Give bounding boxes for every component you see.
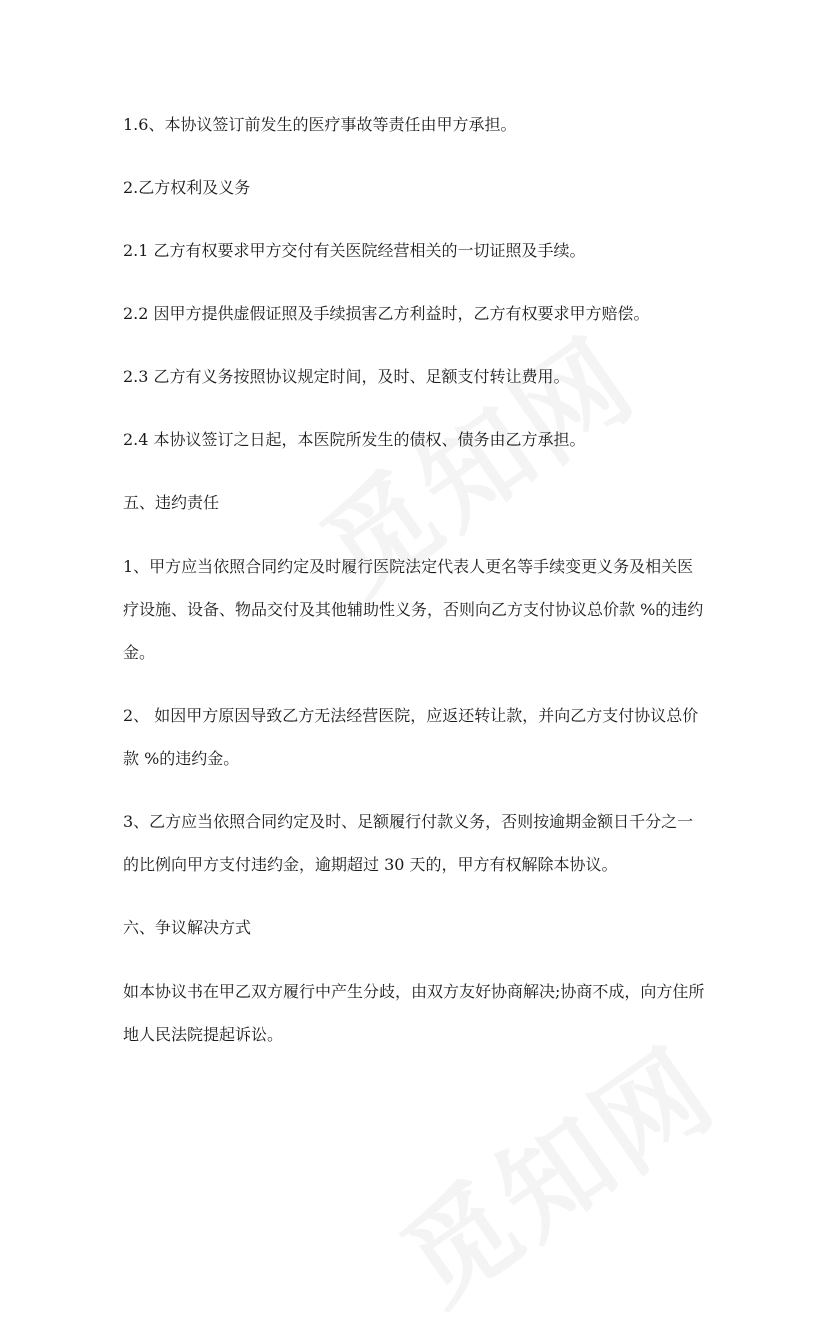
section-heading-dispute-resolution: 六、争议解决方式 xyxy=(123,918,252,937)
breach-clause-3: 3、乙方应当依照合同约定及时、足额履行付款义务，否则按逾期金额日千分之一的比例向甲方支付违约金，逾期超过 30 天的，甲方有权解除本协议。 xyxy=(123,812,694,874)
clause-2-1: 2.1 乙方有权要求甲方交付有关医院经营相关的一切证照及手续。 xyxy=(123,241,586,260)
section-heading-breach-liability: 五、违约责任 xyxy=(123,493,220,512)
clause-2-3: 2.3 乙方有义务按照协议规定时间，及时、足额支付转让费用。 xyxy=(123,367,570,386)
clause-2-4: 2.4 本协议签订之日起，本医院所发生的债权、债务由乙方承担。 xyxy=(123,430,586,449)
breach-clause-1: 1、甲方应当依照合同约定及时履行医院法定代表人更名等手续变更义务及相关医疗设施、设备、物品交付及其他辅助性义务，否则向乙方支付协议总价款 %的违约金。 xyxy=(123,557,704,662)
breach-clause-2: 2、 如因甲方原因导致乙方无法经营医院，应返还转让款，并向乙方支付协议总价款 %的违约金。 xyxy=(123,706,699,768)
dispute-clause: 如本协议书在甲乙双方履行中产生分歧，由双方友好协商解决;协商不成，向方住所地人民法院提起诉讼。 xyxy=(123,982,705,1044)
clause-2-2: 2.2 因甲方提供虚假证照及手续损害乙方利益时，乙方有权要求甲方赔偿。 xyxy=(123,304,650,323)
clause-1-6: 1.6、本协议签订前发生的医疗事故等责任由甲方承担。 xyxy=(123,115,517,134)
section-heading-party-b-rights: 2.乙方权利及义务 xyxy=(123,178,251,197)
